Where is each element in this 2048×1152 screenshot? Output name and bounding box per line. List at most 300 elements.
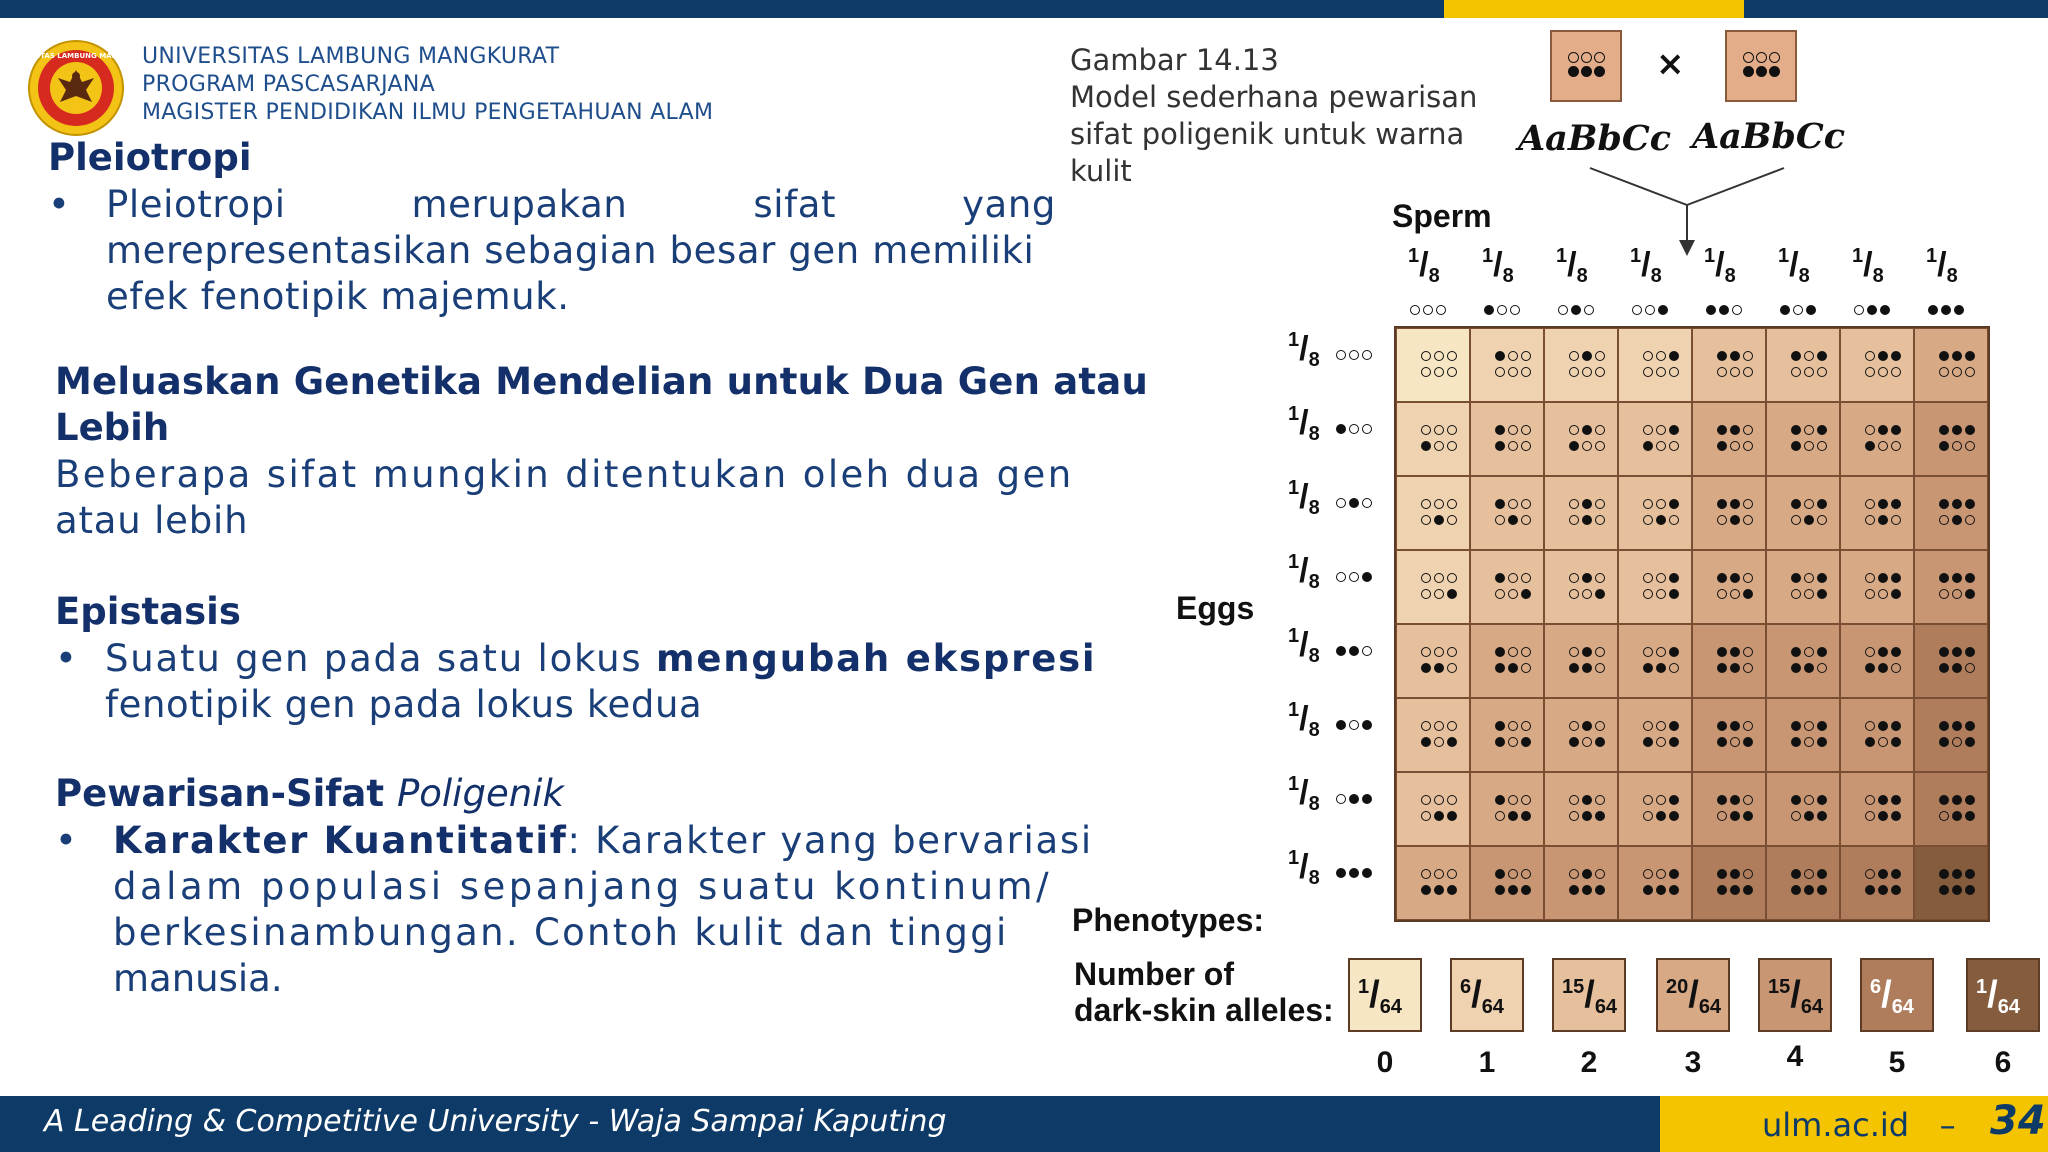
allele-count: 4 — [1786, 1040, 1804, 1073]
dark-allele-dot — [1434, 885, 1444, 895]
bold-text: mengubah ekspresi — [656, 637, 1097, 680]
light-allele-dot — [1447, 795, 1457, 805]
light-allele-dot — [1582, 737, 1592, 747]
light-allele-dot — [1743, 869, 1753, 879]
top-bar-accent — [1444, 0, 1744, 18]
fraction-denominator: 8 — [1308, 349, 1320, 371]
sperm-fraction — [1926, 246, 1958, 286]
light-allele-dot — [1656, 721, 1666, 731]
dark-allele-dot — [1669, 351, 1679, 361]
egg-fraction — [1288, 330, 1320, 370]
dark-allele-dot — [1817, 647, 1827, 657]
fraction-denominator: 64 — [1379, 996, 1402, 1018]
dark-allele-dot — [1730, 573, 1740, 583]
separator: – — [1939, 1106, 1956, 1144]
light-allele-dot — [1743, 367, 1753, 377]
dark-allele-dot — [1965, 885, 1975, 895]
fraction-denominator: 8 — [1308, 497, 1320, 519]
word: yang — [962, 183, 1056, 226]
dark-allele-dot — [1582, 885, 1592, 895]
epistasis-bullet — [55, 636, 1097, 736]
word: sifat — [753, 183, 837, 226]
punnett-cell — [1618, 402, 1692, 476]
dark-allele-dot — [1817, 869, 1827, 879]
light-allele-dot — [1336, 572, 1346, 582]
phenotype-box — [1348, 958, 1422, 1032]
light-allele-dot — [1865, 425, 1875, 435]
light-allele-dot — [1434, 795, 1444, 805]
dark-allele-dot — [1965, 351, 1975, 361]
light-allele-dot — [1508, 425, 1518, 435]
dark-allele-dot — [1952, 499, 1962, 509]
dark-allele-dot — [1965, 795, 1975, 805]
dark-allele-dot — [1952, 721, 1962, 731]
light-allele-dot — [1804, 573, 1814, 583]
punnett-cell — [1470, 624, 1544, 698]
dark-allele-dot — [1817, 795, 1827, 805]
dark-allele-dot — [1730, 351, 1740, 361]
light-allele-dot — [1349, 720, 1359, 730]
light-allele-dot — [1656, 425, 1666, 435]
dark-allele-dot — [1434, 663, 1444, 673]
light-allele-dot — [1349, 424, 1359, 434]
dark-allele-dot — [1669, 499, 1679, 509]
dark-allele-dot — [1939, 499, 1949, 509]
light-allele-dot — [1521, 869, 1531, 879]
punnett-cell — [1470, 846, 1544, 920]
dark-allele-dot — [1804, 663, 1814, 673]
light-allele-dot — [1743, 425, 1753, 435]
light-allele-dot — [1865, 811, 1875, 821]
dark-allele-dot — [1594, 66, 1605, 77]
fraction-numerator: 6 — [1870, 976, 1882, 998]
light-allele-dot — [1865, 499, 1875, 509]
dark-allele-dot — [1865, 737, 1875, 747]
light-allele-dot — [1508, 367, 1518, 377]
dark-allele-dot — [1595, 811, 1605, 821]
fraction-numerator: 1 — [1288, 699, 1300, 721]
light-allele-dot — [1362, 350, 1372, 360]
punnett-cell — [1618, 846, 1692, 920]
dark-allele-dot — [1804, 885, 1814, 895]
fraction-denominator: 8 — [1946, 265, 1958, 287]
light-allele-dot — [1495, 811, 1505, 821]
caption-line-1: Gambar 14.13 — [1070, 43, 1279, 77]
dark-allele-dot — [1780, 305, 1790, 315]
dark-allele-dot — [1717, 885, 1727, 895]
phenotypes-label: Phenotypes: — [1072, 902, 1265, 938]
light-allele-dot — [1939, 515, 1949, 525]
dark-allele-dot — [1791, 737, 1801, 747]
light-allele-dot — [1965, 663, 1975, 673]
light-allele-dot — [1434, 425, 1444, 435]
dark-allele-dot — [1965, 737, 1975, 747]
dark-allele-dot — [1569, 441, 1579, 451]
punnett-cell — [1914, 550, 1988, 624]
light-allele-dot — [1447, 351, 1457, 361]
light-allele-dot — [1743, 647, 1753, 657]
punnett-cell — [1840, 476, 1914, 550]
dark-allele-dot — [1495, 721, 1505, 731]
dark-allele-dot — [1878, 795, 1888, 805]
fraction-numerator: 1 — [1482, 245, 1494, 267]
dark-allele-dot — [1939, 795, 1949, 805]
light-allele-dot — [1878, 367, 1888, 377]
fraction-numerator: 1 — [1926, 245, 1938, 267]
punnett-cell — [1396, 624, 1470, 698]
dark-allele-dot — [1817, 499, 1827, 509]
cross-symbol: × — [1656, 44, 1685, 84]
light-allele-dot — [1584, 305, 1594, 315]
light-allele-dot — [1717, 589, 1727, 599]
word: merupakan — [411, 183, 628, 226]
dark-allele-dot — [1756, 66, 1767, 77]
meluaskan-heading-line-2: Lebih — [55, 406, 170, 449]
url-text[interactable]: ulm.ac.id — [1762, 1106, 1910, 1144]
dark-allele-dot — [1965, 573, 1975, 583]
light-allele-dot — [1508, 721, 1518, 731]
dark-allele-dot — [1521, 885, 1531, 895]
punnett-cell — [1396, 328, 1470, 402]
dark-allele-dot — [1965, 869, 1975, 879]
light-allele-dot — [1791, 367, 1801, 377]
dark-allele-dot — [1582, 573, 1592, 583]
light-allele-dot — [1865, 367, 1875, 377]
light-allele-dot — [1362, 646, 1372, 656]
poligenik-bullet — [55, 818, 1093, 1008]
dark-allele-dot — [1891, 885, 1901, 895]
light-allele-dot — [1436, 305, 1446, 315]
light-allele-dot — [1434, 351, 1444, 361]
meluaskan-heading-line-1: Meluaskan Genetika Mendelian untuk Dua Gen atau — [55, 360, 1148, 403]
light-allele-dot — [1569, 589, 1579, 599]
punnett-cell — [1914, 846, 1988, 920]
dark-allele-dot — [1817, 589, 1827, 599]
light-allele-dot — [1421, 647, 1431, 657]
punnett-cell — [1544, 402, 1618, 476]
dark-allele-dot — [1719, 305, 1729, 315]
light-allele-dot — [1595, 425, 1605, 435]
light-allele-dot — [1865, 869, 1875, 879]
text: : Karakter yang bervariasi — [567, 819, 1093, 862]
egg-fraction — [1288, 478, 1320, 518]
light-allele-dot — [1669, 441, 1679, 451]
light-allele-dot — [1804, 869, 1814, 879]
light-allele-dot — [1510, 305, 1520, 315]
light-allele-dot — [1793, 305, 1803, 315]
fraction-denominator: 64 — [1594, 996, 1618, 1018]
punnett-cell — [1544, 624, 1618, 698]
punnett-cell — [1766, 550, 1840, 624]
dark-allele-dot — [1952, 811, 1962, 821]
light-allele-dot — [1349, 350, 1359, 360]
footer-tagline: A Leading & Competitive University - Waja Sampai Kaputing — [44, 1104, 947, 1139]
logo-text: UNIVERSITAS LAMBUNG MANGKURAT — [2, 52, 150, 60]
number-label-line-1: Number of — [1074, 956, 1234, 992]
dark-allele-dot — [1656, 515, 1666, 525]
dark-allele-dot — [1878, 351, 1888, 361]
punnett-cell — [1766, 624, 1840, 698]
dark-allele-dot — [1569, 885, 1579, 895]
punnett-cell — [1618, 698, 1692, 772]
dark-allele-dot — [1336, 868, 1346, 878]
dark-allele-dot — [1669, 737, 1679, 747]
dark-allele-dot — [1495, 885, 1505, 895]
dark-allele-dot — [1804, 515, 1814, 525]
light-allele-dot — [1508, 573, 1518, 583]
dark-allele-dot — [1582, 795, 1592, 805]
fraction-numerator: 1 — [1704, 245, 1716, 267]
fraction-denominator: 8 — [1724, 265, 1736, 287]
light-allele-dot — [1521, 425, 1531, 435]
dark-allele-dot — [1730, 811, 1740, 821]
light-allele-dot — [1508, 441, 1518, 451]
light-allele-dot — [1595, 351, 1605, 361]
egg-fraction — [1288, 700, 1320, 740]
light-allele-dot — [1421, 499, 1431, 509]
university-logo — [2, 38, 150, 138]
allele-count: 3 — [1684, 1046, 1702, 1079]
fraction-denominator: 64 — [1891, 996, 1914, 1018]
fraction-numerator: 1 — [1630, 245, 1642, 267]
dark-allele-dot — [1508, 663, 1518, 673]
punnett-cell — [1840, 624, 1914, 698]
punnett-cell — [1396, 846, 1470, 920]
dark-allele-dot — [1891, 869, 1901, 879]
dark-allele-dot — [1743, 66, 1754, 77]
phenotype-box — [1758, 958, 1832, 1032]
light-allele-dot — [1434, 367, 1444, 377]
dark-allele-dot — [1791, 499, 1801, 509]
light-allele-dot — [1643, 573, 1653, 583]
light-allele-dot — [1643, 869, 1653, 879]
punnett-cell — [1470, 476, 1544, 550]
fraction-numerator: 1 — [1976, 976, 1988, 998]
light-allele-dot — [1743, 721, 1753, 731]
light-allele-dot — [1643, 351, 1653, 361]
fraction-numerator: 1 — [1288, 625, 1300, 647]
punnett-cell — [1766, 402, 1840, 476]
bullet-marker: • — [55, 637, 77, 680]
light-allele-dot — [1643, 499, 1653, 509]
light-allele-dot — [1817, 663, 1827, 673]
dark-allele-dot — [1952, 573, 1962, 583]
dark-allele-dot — [1791, 573, 1801, 583]
dark-allele-dot — [1878, 869, 1888, 879]
light-allele-dot — [1421, 515, 1431, 525]
light-allele-dot — [1952, 589, 1962, 599]
light-allele-dot — [1865, 647, 1875, 657]
light-allele-dot — [1817, 515, 1827, 525]
fraction-slash: / — [1567, 246, 1577, 284]
punnett-cell — [1766, 698, 1840, 772]
dark-allele-dot — [1965, 647, 1975, 657]
dark-allele-dot — [1804, 811, 1814, 821]
fraction-denominator: 8 — [1308, 793, 1320, 815]
dark-allele-dot — [1717, 869, 1727, 879]
phenotype-box — [1656, 958, 1730, 1032]
light-allele-dot — [1434, 499, 1444, 509]
dark-allele-dot — [1878, 721, 1888, 731]
light-allele-dot — [1743, 663, 1753, 673]
light-allele-dot — [1865, 721, 1875, 731]
light-allele-dot — [1410, 305, 1420, 315]
light-allele-dot — [1495, 515, 1505, 525]
sperm-fraction — [1704, 246, 1736, 286]
light-allele-dot — [1656, 499, 1666, 509]
institution-line-2: PROGRAM PASCASARJANA — [142, 72, 435, 97]
light-allele-dot — [1656, 573, 1666, 583]
dark-allele-dot — [1521, 737, 1531, 747]
punnett-cell — [1470, 402, 1544, 476]
dark-allele-dot — [1656, 885, 1666, 895]
light-allele-dot — [1891, 663, 1901, 673]
light-allele-dot — [1569, 499, 1579, 509]
dark-allele-dot — [1581, 66, 1592, 77]
pleiotropi-line-2: merepresentasikan sebagian besar gen memiliki — [106, 229, 1035, 272]
light-allele-dot — [1643, 811, 1653, 821]
footer-url[interactable] — [1762, 1106, 1956, 1144]
light-allele-dot — [1965, 515, 1975, 525]
dark-allele-dot — [1743, 885, 1753, 895]
dark-allele-dot — [1706, 305, 1716, 315]
dark-allele-dot — [1421, 737, 1431, 747]
dark-allele-dot — [1865, 663, 1875, 673]
dark-allele-dot — [1669, 425, 1679, 435]
light-allele-dot — [1952, 441, 1962, 451]
dark-allele-dot — [1939, 721, 1949, 731]
parent-genotype-2: AaBbCc — [1692, 116, 1846, 157]
light-allele-dot — [1434, 737, 1444, 747]
light-allele-dot — [1791, 811, 1801, 821]
light-allele-dot — [1336, 498, 1346, 508]
light-allele-dot — [1569, 647, 1579, 657]
dark-allele-dot — [1952, 885, 1962, 895]
fraction-slash: / — [1299, 700, 1309, 738]
poligenik-line-4: manusia. — [113, 957, 283, 1000]
phenotype-fraction — [1976, 976, 2020, 1017]
dark-allele-dot — [1817, 737, 1827, 747]
light-allele-dot — [1804, 589, 1814, 599]
light-allele-dot — [1336, 794, 1346, 804]
light-allele-dot — [1865, 573, 1875, 583]
light-allele-dot — [1447, 425, 1457, 435]
light-allele-dot — [1817, 441, 1827, 451]
dark-allele-dot — [1447, 811, 1457, 821]
fraction-denominator: 8 — [1308, 867, 1320, 889]
dark-allele-dot — [1582, 425, 1592, 435]
dark-allele-dot — [1791, 795, 1801, 805]
dark-allele-dot — [1791, 869, 1801, 879]
light-allele-dot — [1421, 589, 1431, 599]
punnett-cell — [1396, 772, 1470, 846]
light-allele-dot — [1804, 425, 1814, 435]
dark-allele-dot — [1669, 795, 1679, 805]
allele-count: 2 — [1580, 1046, 1598, 1079]
dark-allele-dot — [1595, 737, 1605, 747]
light-allele-dot — [1495, 367, 1505, 377]
parent-genotype-box-1 — [1550, 30, 1622, 102]
light-allele-dot — [1669, 515, 1679, 525]
light-allele-dot — [1756, 52, 1767, 63]
dark-allele-dot — [1939, 885, 1949, 895]
sperm-fraction — [1482, 246, 1514, 286]
dark-allele-dot — [1669, 589, 1679, 599]
light-allele-dot — [1656, 589, 1666, 599]
punnett-cell — [1396, 402, 1470, 476]
light-allele-dot — [1791, 589, 1801, 599]
light-allele-dot — [1569, 869, 1579, 879]
light-allele-dot — [1865, 515, 1875, 525]
light-allele-dot — [1349, 572, 1359, 582]
dark-allele-dot — [1952, 869, 1962, 879]
phenotype-fraction — [1768, 976, 1823, 1017]
parent-genotype-1: AaBbCc — [1518, 118, 1672, 159]
dark-allele-dot — [1865, 441, 1875, 451]
dark-allele-dot — [1582, 647, 1592, 657]
light-allele-dot — [1595, 367, 1605, 377]
light-allele-dot — [1508, 737, 1518, 747]
dark-allele-dot — [1643, 885, 1653, 895]
dark-allele-dot — [1878, 573, 1888, 583]
light-allele-dot — [1508, 499, 1518, 509]
dark-allele-dot — [1495, 425, 1505, 435]
light-allele-dot — [1643, 589, 1653, 599]
light-allele-dot — [1865, 795, 1875, 805]
dark-allele-dot — [1656, 663, 1666, 673]
punnett-cell — [1544, 698, 1618, 772]
dark-allele-dot — [1569, 663, 1579, 673]
dark-allele-dot — [1521, 589, 1531, 599]
dark-allele-dot — [1582, 663, 1592, 673]
dark-allele-dot — [1941, 305, 1951, 315]
dark-allele-dot — [1717, 663, 1727, 673]
dark-allele-dot — [1817, 351, 1827, 361]
dark-allele-dot — [1495, 441, 1505, 451]
dark-allele-dot — [1495, 795, 1505, 805]
light-allele-dot — [1952, 367, 1962, 377]
dark-allele-dot — [1669, 869, 1679, 879]
punnett-cell — [1618, 328, 1692, 402]
light-allele-dot — [1730, 737, 1740, 747]
fraction-numerator: 1 — [1288, 551, 1300, 573]
fraction-denominator: 8 — [1576, 265, 1588, 287]
dark-allele-dot — [1582, 351, 1592, 361]
dark-allele-dot — [1717, 351, 1727, 361]
light-allele-dot — [1521, 795, 1531, 805]
epistasis-line-2: fenotipik gen pada lokus kedua — [105, 683, 703, 726]
fraction-numerator: 1 — [1288, 477, 1300, 499]
punnett-cell — [1396, 698, 1470, 772]
fraction-slash: / — [1299, 552, 1309, 590]
poligenik-heading — [55, 772, 564, 815]
dark-allele-dot — [1362, 720, 1372, 730]
light-allele-dot — [1854, 305, 1864, 315]
dark-allele-dot — [1817, 885, 1827, 895]
dark-allele-dot — [1952, 647, 1962, 657]
dark-allele-dot — [1582, 811, 1592, 821]
light-allele-dot — [1423, 305, 1433, 315]
sperm-fraction — [1778, 246, 1810, 286]
sperm-label: Sperm — [1392, 198, 1492, 234]
fraction-slash: / — [1369, 974, 1380, 1016]
light-allele-dot — [1643, 425, 1653, 435]
dark-allele-dot — [1669, 573, 1679, 583]
light-allele-dot — [1891, 441, 1901, 451]
fraction-numerator: 1 — [1288, 403, 1300, 425]
dark-allele-dot — [1965, 811, 1975, 821]
light-allele-dot — [1939, 589, 1949, 599]
